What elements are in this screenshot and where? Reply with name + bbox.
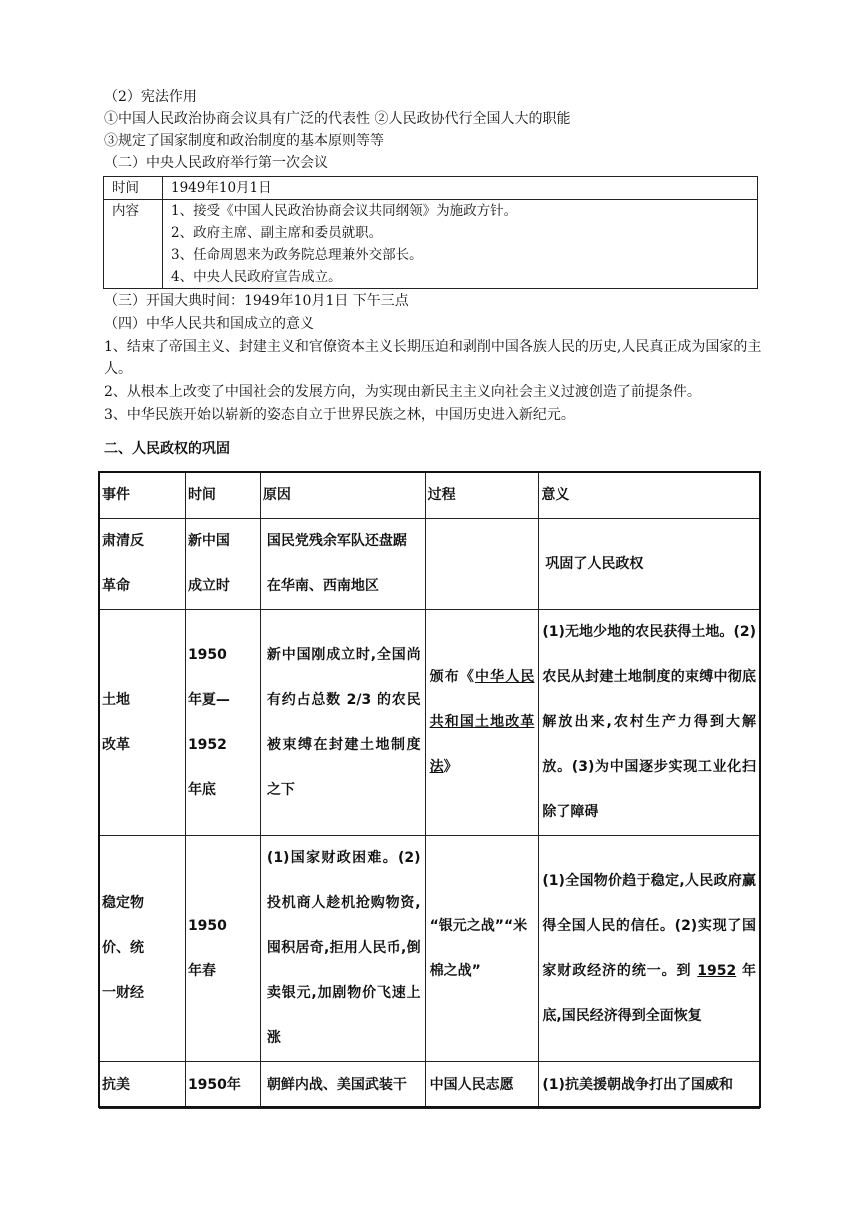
process-cell (425, 610, 539, 836)
consolidation-table (99, 472, 760, 1109)
significance-heading: （四）中华人民共和国成立的意义 (104, 316, 314, 332)
constitution-role-point-3: ③规定了国家制度和政治制度的基本原则等等 (104, 133, 384, 149)
meaning-cell: (1)无地少地的农民获得土地。(2)农民从封建土地制度的束缚中彻底解放出来,农村生产力得到大解放。(3)为中国逐步实现工业化扫除了障碍 (539, 610, 760, 836)
constitution-role-points: ①中国人民政治协商会议具有广泛的代表性 ②人民政协代行全国人大的职能 (104, 111, 571, 127)
event-cell: 土地改革 (100, 610, 186, 836)
process-prefix: 颁布《 (429, 669, 475, 685)
content-item: 2、政府主席、副主席和委员就职。 (171, 225, 383, 241)
event-cell: 抗美 (100, 1062, 186, 1109)
process-cell (425, 519, 539, 610)
first-meeting-table (103, 176, 758, 289)
header-cause: 原因 (260, 473, 425, 519)
time-value: 1949年10月1日 (163, 177, 758, 200)
table-row (104, 177, 758, 200)
time-cell: 1950年 (185, 1062, 260, 1109)
event-cell: 肃清反革命 (100, 519, 186, 610)
table-row (100, 610, 760, 836)
time-cell: 1950年夏—1952年底 (185, 610, 260, 836)
header-time: 时间 (185, 473, 260, 519)
cause-cell: 新中国刚成立时,全国尚有约占总数 2/3 的农民被束缚在封建土地制度之下 (260, 610, 425, 836)
section-title: 二、人民政权的巩固 (104, 441, 230, 457)
table-header-row (100, 473, 760, 519)
significance-item: 3、中华民族开始以崭新的姿态自立于世界民族之林，中国历史进入新纪元。 (104, 407, 575, 423)
meaning-part-1: (1)全国物价趋于稳定,人民政府赢得全国人民的信任。 (542, 872, 756, 934)
significance-item: 1、结束了帝国主义、封建主义和官僚资本主义长期压迫和剥削中国各族人民的历史,人民真正成为国家的主人。 (104, 339, 762, 377)
meaning-part-2-prefix: (2)实现了国家财政经济的统一。到 (542, 917, 756, 979)
header-process: 过程 (425, 473, 539, 519)
event-cell: 稳定物价、统一财经 (100, 836, 186, 1062)
constitution-role-heading: （2）宪法作用 (104, 89, 197, 105)
meaning-part-2-suffix: 年底,国民经济得到全面恢复 (542, 962, 756, 1024)
meaning-cell: 巩固了人民政权 (539, 519, 760, 610)
cause-cell: 国民党残余军队还盘踞在华南、西南地区 (260, 519, 425, 610)
header-event: 事件 (100, 473, 186, 519)
significance-item: 2、从根本上改变了中国社会的发展方向，为实现由新民主主义向社会主义过渡创造了前提条件。 (104, 384, 701, 400)
founding-ceremony-time: （三）开国大典时间：1949年10月1日 下午三点 (104, 293, 409, 309)
table-row (100, 836, 760, 1062)
table-row (104, 200, 758, 289)
first-meeting-heading: （二）中央人民政府举行第一次会议 (104, 155, 328, 171)
meaning-cell (539, 836, 760, 1062)
content-item: 4、中央人民政府宣告成立。 (171, 269, 342, 285)
time-cell: 1950年春 (185, 836, 260, 1062)
table-row (100, 1062, 760, 1109)
cause-cell: (1)国家财政困难。(2)投机商人趁机抢购物资,囤积居奇,拒用人民币,倒卖银元,加剧物价飞速上涨 (260, 836, 425, 1062)
process-cell: 中国人民志愿 (425, 1062, 539, 1109)
content-item: 3、任命周恩来为政务院总理兼外交部长。 (171, 247, 423, 263)
year-1952: 1952 (697, 962, 737, 979)
land-reform-law-title: 中华人民共和国土地改革法 (429, 669, 535, 775)
meaning-cell: (1)抗美援朝战争打出了国威和 (539, 1062, 760, 1109)
content-item: 1、接受《中国人民政治协商会议共同纲领》为施政方针。 (171, 203, 518, 219)
time-cell: 新中国成立时 (185, 519, 260, 610)
content-label: 内容 (104, 200, 163, 289)
time-label: 时间 (104, 177, 163, 200)
header-meaning: 意义 (539, 473, 760, 519)
cause-cell: 朝鲜内战、美国武装干 (260, 1062, 425, 1109)
process-cell: “银元之战”“米棉之战” (425, 836, 539, 1062)
process-suffix: 》 (443, 759, 458, 775)
table-row (100, 519, 760, 610)
